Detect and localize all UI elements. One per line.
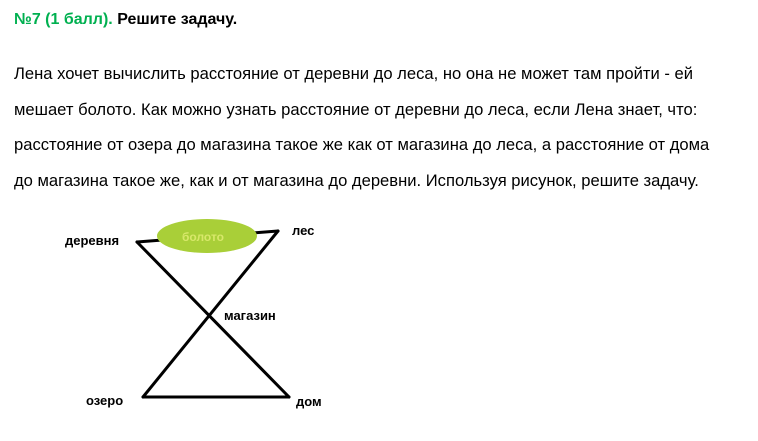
house-label: дом: [296, 394, 322, 409]
village-label: деревня: [65, 233, 120, 248]
task-title: Решите задачу.: [117, 11, 238, 28]
shop-label: магазин: [224, 308, 276, 323]
task-number: №7 (1 балл).: [14, 11, 113, 28]
problem-line-1: Лена хочет вычислить расстояние от деревни до леса, но она не может там пройти - ей: [14, 64, 693, 83]
problem-line-4: до магазина такое же, как и от магазина до деревни. Используя рисунок, решите задачу.: [14, 170, 699, 190]
swamp-label: болото: [182, 230, 224, 244]
problem-line-2: мешает болото. Как можно узнать расстояние от деревни до леса, если Лена знает, что:: [14, 99, 698, 119]
problem-line-3: расстояние от озера до магазина такое же как от магазина до леса, а расстояние от дома: [14, 135, 710, 154]
forest-label: лес: [292, 223, 315, 238]
lake-label: озеро: [86, 393, 124, 408]
